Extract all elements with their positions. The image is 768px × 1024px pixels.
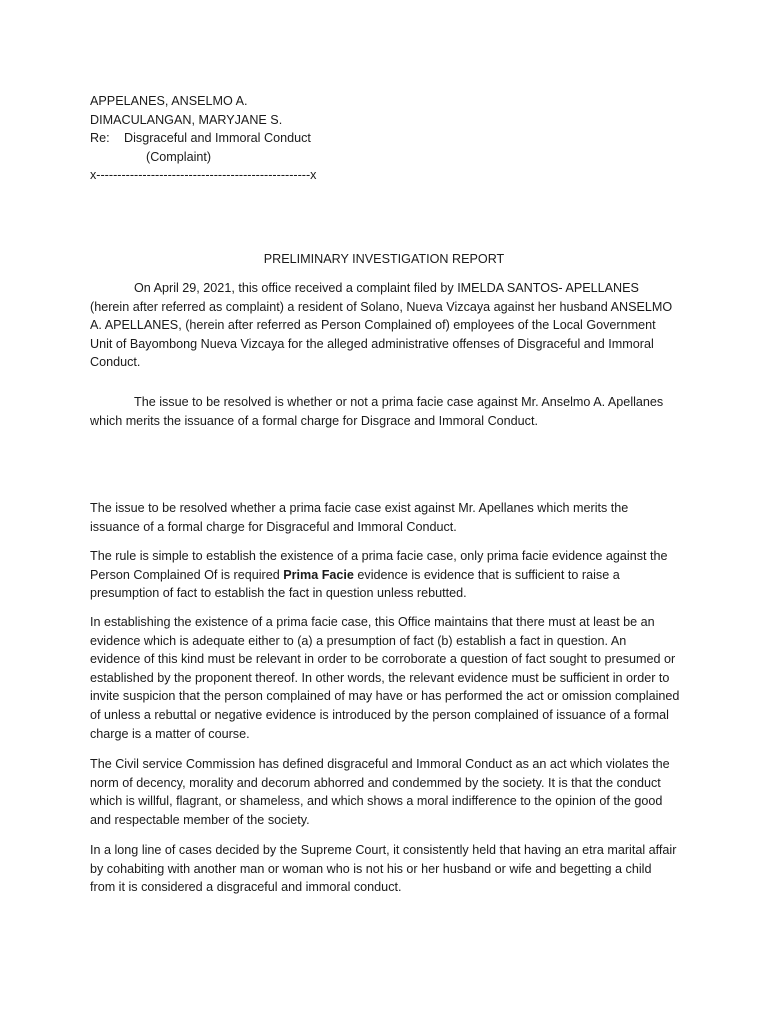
separator-line: x---------------------------------------------------x: [90, 168, 317, 183]
re-line: [90, 129, 680, 148]
respondent-name-2: DIMACULANGAN, MARYJANE S.: [90, 112, 283, 127]
re-subject: Disgraceful and Immoral Conduct: [124, 131, 311, 146]
paragraph-rule: [90, 547, 680, 603]
case-header: [90, 92, 680, 185]
paragraph-supreme-court: In a long line of cases decided by the Supreme Court, it consistently held that having an etra marital affair by cohabiting with another man or woman who is not his or her husband or wife and begetting a child from it is considered a disgraceful and immoral conduct.: [90, 843, 677, 895]
paragraph-issue-1: The issue to be resolved is whether or not a prima facie case against Mr. Anselmo A. Apellanes which merits the issuance of a formal charge for Disgrace and Immoral Conduct.: [90, 395, 664, 428]
respondent-name-1: APPELANES, ANSELMO A.: [90, 94, 248, 108]
report-title: PRELIMINARY INVESTIGATION REPORT: [263, 252, 505, 266]
re-label: Re:: [90, 131, 110, 146]
re-type: (Complaint): [146, 149, 212, 164]
rule-text-end: evidence is evidence that is sufficient to raise a presumption of fact to establish the fact in question unless rebutted.: [90, 567, 620, 601]
paragraph-complaint: On April 29, 2021, this office received a complaint filed by IMELDA SANTOS- APELLANES (herein after referred as complaint) a resident of Solano, Nueva Vizcaya against her husband ANSELMO A. APELLANES, (herein after referred as Person Complained of) employees of the Local Government Unit of Bayombong Nueva Vizcaya for the alleged administrative offenses of Disgraceful and Immoral Conduct.: [90, 281, 673, 370]
paragraph-issue-2: The issue to be resolved whether a prima facie case exist against Mr. Apellanes which merits the issuance of a formal charge for Disgraceful and Immoral Conduct.: [90, 501, 629, 534]
prima-facie-term: Prima Facie: [283, 567, 354, 582]
paragraph-civil-service: The Civil service Commission has defined disgraceful and Immoral Conduct as an act which violates the norm of decency, morality and decorum abhorred and condemmed by the society. It is that the conduct which is willful, flagrant, or shameless, and which shows a moral indifference to the opinion of the good and respectable member of the society.: [90, 757, 670, 827]
paragraph-establishing: In establishing the existence of a prima facie case, this Office maintains that there must at least be an evidence which is adequate either to (a) a presumption of fact (b) establish a fact in question. An evidence of this kind must be relevant in order to be corroborate a question of fact sought to presumed or established by the proponent thereof. In other words, the relevant evidence must be sufficient in order to invite suspicion that the person complained of may have or has performed the act or omission complained of unless a rebuttal or negative evidence is introduced by the person complained of issuance of a formal charge is a matter of course.: [90, 615, 680, 741]
rule-text-start: The rule is simple to establish the existence of a prima facie case, only prima facie evidence against the Person Complained Of is required: [90, 549, 668, 582]
